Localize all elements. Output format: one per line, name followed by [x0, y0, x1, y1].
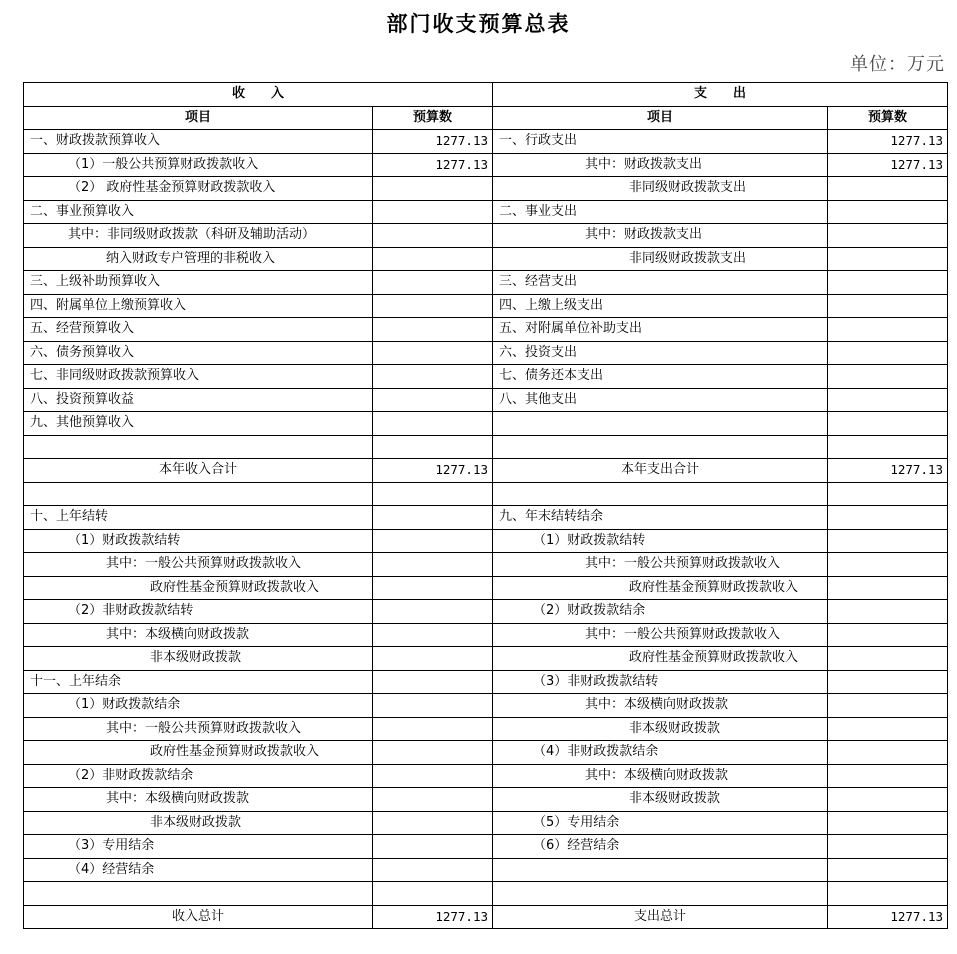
expense-amount-cell	[828, 835, 948, 859]
expense-item-cell: 其中：一般公共预算财政拨款收入	[493, 623, 828, 647]
expense-header: 支 出	[493, 83, 948, 107]
expense-item-cell: 三、经营支出	[493, 271, 828, 295]
expense-amount-cell	[828, 882, 948, 906]
expense-item-cell: （3）非财政拨款结转	[493, 670, 828, 694]
expense-item-cell: 四、上缴上级支出	[493, 294, 828, 318]
expense-item-header: 项目	[493, 106, 828, 130]
expense-item-cell: 非同级财政拨款支出	[493, 247, 828, 271]
income-item-cell: 八、投资预算收益	[24, 388, 373, 412]
expense-item-cell: （6）经营结余	[493, 835, 828, 859]
expense-amount-cell	[828, 412, 948, 436]
expense-item-cell: 其中：一般公共预算财政拨款收入	[493, 553, 828, 577]
income-item-cell: （2）非财政拨款结转	[24, 600, 373, 624]
expense-amount-cell: 1277.13	[828, 130, 948, 154]
expense-amount-cell	[828, 177, 948, 201]
income-item-cell: 非本级财政拨款	[24, 811, 373, 835]
expense-amount-cell	[828, 247, 948, 271]
table-row	[24, 459, 948, 483]
table-row	[24, 388, 948, 412]
income-item-cell: 二、事业预算收入	[24, 200, 373, 224]
expense-item-cell: 其中：本级横向财政拨款	[493, 694, 828, 718]
expense-item-cell: 九、年末结转结余	[493, 506, 828, 530]
expense-amount-cell: 1277.13	[828, 153, 948, 177]
table-row	[24, 412, 948, 436]
table-row	[24, 341, 948, 365]
expense-item-cell: 五、对附属单位补助支出	[493, 318, 828, 342]
income-amount-cell	[373, 858, 493, 882]
table-row	[24, 482, 948, 506]
expense-amount-cell	[828, 623, 948, 647]
income-item-cell: （3）专用结余	[24, 835, 373, 859]
table-row	[24, 153, 948, 177]
expense-amount-cell: 1277.13	[828, 459, 948, 483]
income-item-cell: 一、财政拨款预算收入	[24, 130, 373, 154]
income-item-cell: 其中：一般公共预算财政拨款收入	[24, 717, 373, 741]
table-row	[24, 271, 948, 295]
expense-item-cell: 二、事业支出	[493, 200, 828, 224]
income-amount-cell	[373, 764, 493, 788]
expense-item-cell: 政府性基金预算财政拨款收入	[493, 576, 828, 600]
table-row	[24, 858, 948, 882]
expense-amount-cell	[828, 318, 948, 342]
income-amount-cell	[373, 506, 493, 530]
table-row	[24, 365, 948, 389]
expense-amount-cell	[828, 553, 948, 577]
table-row	[24, 529, 948, 553]
expense-amount-cell	[828, 529, 948, 553]
income-amount-cell	[373, 576, 493, 600]
expense-item-cell: 非同级财政拨款支出	[493, 177, 828, 201]
income-amount-cell	[373, 600, 493, 624]
income-item-cell: （2） 政府性基金预算财政拨款收入	[24, 177, 373, 201]
expense-amount-cell	[828, 271, 948, 295]
income-amount-cell	[373, 412, 493, 436]
income-amount-cell	[373, 482, 493, 506]
income-item-cell: 六、债务预算收入	[24, 341, 373, 365]
table-row	[24, 811, 948, 835]
income-item-cell: 五、经营预算收入	[24, 318, 373, 342]
expense-item-cell: 政府性基金预算财政拨款收入	[493, 647, 828, 671]
expense-amount-cell: 1277.13	[828, 905, 948, 929]
income-amount-cell	[373, 623, 493, 647]
expense-item-cell	[493, 412, 828, 436]
income-amount-cell	[373, 271, 493, 295]
expense-item-cell: （2）财政拨款结余	[493, 600, 828, 624]
income-amount-cell	[373, 177, 493, 201]
table-row	[24, 247, 948, 271]
expense-item-cell: （5）专用结余	[493, 811, 828, 835]
income-amount-cell	[373, 318, 493, 342]
table-row	[24, 835, 948, 859]
expense-amount-cell	[828, 388, 948, 412]
table-row	[24, 623, 948, 647]
income-item-cell: （1）财政拨款结余	[24, 694, 373, 718]
column-header-row	[24, 106, 948, 130]
table-row	[24, 694, 948, 718]
expense-amount-cell	[828, 200, 948, 224]
income-item-header: 项目	[24, 106, 373, 130]
expense-item-cell: 其中：财政拨款支出	[493, 153, 828, 177]
income-amount-cell	[373, 224, 493, 248]
income-item-cell: 七、非同级财政拨款预算收入	[24, 365, 373, 389]
expense-item-cell: 非本级财政拨款	[493, 788, 828, 812]
income-amount-cell	[373, 553, 493, 577]
income-amount-cell	[373, 741, 493, 765]
expense-amount-cell	[828, 341, 948, 365]
income-amount-cell	[373, 694, 493, 718]
income-item-cell: 十一、上年结余	[24, 670, 373, 694]
income-item-cell	[24, 482, 373, 506]
table-row	[24, 177, 948, 201]
table-row	[24, 130, 948, 154]
income-item-cell: 其中：非同级财政拨款（科研及辅助活动）	[24, 224, 373, 248]
table-row	[24, 576, 948, 600]
expense-amount-cell	[828, 717, 948, 741]
expense-amount-cell	[828, 858, 948, 882]
income-item-cell: 其中：本级横向财政拨款	[24, 788, 373, 812]
table-row	[24, 224, 948, 248]
expense-amount-cell	[828, 600, 948, 624]
income-amount-cell	[373, 388, 493, 412]
income-amount-cell	[373, 341, 493, 365]
income-item-cell: 政府性基金预算财政拨款收入	[24, 576, 373, 600]
expense-amount-cell	[828, 670, 948, 694]
income-amount-cell	[373, 882, 493, 906]
expense-amount-cell	[828, 694, 948, 718]
table-row	[24, 788, 948, 812]
expense-item-cell	[493, 435, 828, 459]
income-amount-cell	[373, 365, 493, 389]
table-row	[24, 600, 948, 624]
expense-item-cell	[493, 858, 828, 882]
income-amount-cell	[373, 247, 493, 271]
expense-amount-cell	[828, 435, 948, 459]
expense-amount-cell	[828, 647, 948, 671]
expense-amount-cell	[828, 365, 948, 389]
income-amount-cell	[373, 294, 493, 318]
expense-amount-cell	[828, 506, 948, 530]
income-item-cell: 非本级财政拨款	[24, 647, 373, 671]
expense-amount-cell	[828, 294, 948, 318]
budget-table	[23, 82, 948, 929]
expense-amount-header: 预算数	[828, 106, 948, 130]
expense-amount-cell	[828, 788, 948, 812]
expense-item-cell: 非本级财政拨款	[493, 717, 828, 741]
income-amount-cell	[373, 811, 493, 835]
table-row	[24, 200, 948, 224]
income-item-cell: 其中：一般公共预算财政拨款收入	[24, 553, 373, 577]
income-amount-cell	[373, 435, 493, 459]
expense-item-cell: 支出总计	[493, 905, 828, 929]
expense-item-cell: 一、行政支出	[493, 130, 828, 154]
expense-item-cell: 本年支出合计	[493, 459, 828, 483]
income-item-cell: 十、上年结转	[24, 506, 373, 530]
income-amount-header: 预算数	[373, 106, 493, 130]
expense-item-cell	[493, 882, 828, 906]
expense-item-cell: （1）财政拨款结转	[493, 529, 828, 553]
expense-amount-cell	[828, 576, 948, 600]
income-amount-cell: 1277.13	[373, 905, 493, 929]
expense-amount-cell	[828, 741, 948, 765]
income-item-cell: 三、上级补助预算收入	[24, 271, 373, 295]
income-amount-cell	[373, 529, 493, 553]
expense-amount-cell	[828, 482, 948, 506]
income-amount-cell	[373, 647, 493, 671]
expense-item-cell	[493, 482, 828, 506]
table-row	[24, 294, 948, 318]
expense-item-cell: 七、债务还本支出	[493, 365, 828, 389]
table-row	[24, 905, 948, 929]
table-row	[24, 647, 948, 671]
income-item-cell: 其中：本级横向财政拨款	[24, 623, 373, 647]
table-row	[24, 318, 948, 342]
income-item-cell	[24, 882, 373, 906]
income-amount-cell	[373, 835, 493, 859]
income-item-cell: 本年收入合计	[24, 459, 373, 483]
table-row	[24, 506, 948, 530]
income-item-cell: 纳入财政专户管理的非税收入	[24, 247, 373, 271]
income-item-cell: 四、附属单位上缴预算收入	[24, 294, 373, 318]
income-amount-cell	[373, 717, 493, 741]
income-amount-cell: 1277.13	[373, 153, 493, 177]
expense-amount-cell	[828, 811, 948, 835]
table-row	[24, 670, 948, 694]
page-title: 部门收支预算总表	[386, 11, 571, 36]
income-item-cell: （1）财政拨款结转	[24, 529, 373, 553]
income-item-cell	[24, 435, 373, 459]
expense-item-cell: 八、其他支出	[493, 388, 828, 412]
expense-amount-cell	[828, 764, 948, 788]
expense-item-cell: 六、投资支出	[493, 341, 828, 365]
income-item-cell: 政府性基金预算财政拨款收入	[24, 741, 373, 765]
income-item-cell: （1）一般公共预算财政拨款收入	[24, 153, 373, 177]
income-amount-cell	[373, 670, 493, 694]
table-row	[24, 741, 948, 765]
table-row	[24, 882, 948, 906]
section-header-row	[24, 83, 948, 107]
expense-amount-cell	[828, 224, 948, 248]
table-row	[24, 717, 948, 741]
income-amount-cell: 1277.13	[373, 459, 493, 483]
income-amount-cell	[373, 788, 493, 812]
table-row	[24, 553, 948, 577]
income-item-cell: （2）非财政拨款结余	[24, 764, 373, 788]
expense-item-cell: 其中：财政拨款支出	[493, 224, 828, 248]
table-row	[24, 435, 948, 459]
income-item-cell: （4）经营结余	[24, 858, 373, 882]
income-item-cell: 收入总计	[24, 905, 373, 929]
table-row	[24, 764, 948, 788]
income-amount-cell: 1277.13	[373, 130, 493, 154]
unit-label: 单位：万元	[850, 54, 945, 75]
expense-item-cell: （4）非财政拨款结余	[493, 741, 828, 765]
income-item-cell: 九、其他预算收入	[24, 412, 373, 436]
expense-item-cell: 其中：本级横向财政拨款	[493, 764, 828, 788]
income-header: 收 入	[24, 83, 493, 107]
income-amount-cell	[373, 200, 493, 224]
